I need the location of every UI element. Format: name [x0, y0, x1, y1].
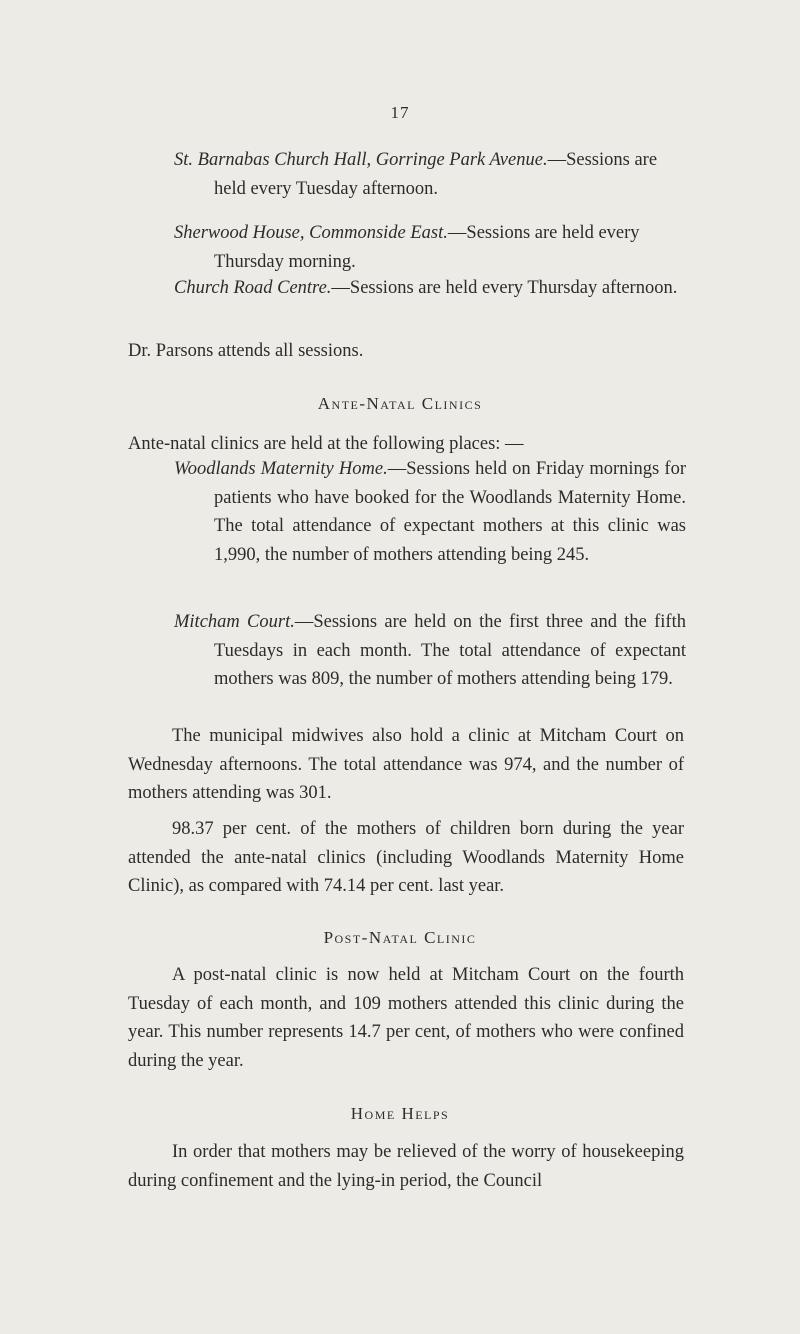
clinic-place: St. Barnabas Church Hall, Gorringe Park Avenue. [174, 150, 548, 170]
ante-natal-place: Woodlands Maternity Home. [174, 459, 388, 479]
clinic-place: Sherwood House, Commonside East. [174, 223, 448, 243]
clinic-text: —Sessions are held every Thursday afternoon. [331, 278, 678, 298]
clinic-place: Church Road Centre. [174, 278, 332, 298]
attendance-note: Dr. Parsons attends all sessions. [128, 341, 364, 361]
clinic-text: —Sessions are held every Thursday morning. [214, 223, 640, 272]
page-number: 17 [390, 103, 410, 122]
ante-natal-place: Mitcham Court. [174, 612, 295, 632]
section-heading-post-natal: Post-Natal Clinic [323, 928, 477, 947]
ante-natal-text: —Sessions are held on the first three and the fifth Tuesdays in each month. The total attendance of expectant mothers was 809, the number of mothers attending being 179. [214, 612, 686, 689]
clinic-entry-church-road [174, 274, 686, 303]
home-helps-paragraph: In order that mothers may be relieved of the worry of housekeeping during confinement and the lying-in period, the Council [128, 1142, 684, 1191]
ante-natal-text: —Sessions held on Friday mornings for patients who have booked for the Woodlands Maternity Home. The total attendance of expectant mothers at this clinic was 1,990, the number of mothers attending being 245. [214, 459, 687, 565]
clinic-text: —Sessions are held every Tuesday afternoon. [214, 150, 658, 199]
ante-natal-entry-woodlands [174, 455, 686, 569]
clinic-entry-sherwood-house [174, 219, 686, 276]
midwives-paragraph: The municipal midwives also hold a clinic at Mitcham Court on Wednesday afternoons. The total attendance was 974, and the number of mothers attending was 301. [128, 726, 684, 803]
section-heading-home-helps: Home Helps [350, 1104, 450, 1123]
ante-natal-intro: Ante-natal clinics are held at the following places: — [128, 434, 524, 454]
clinic-entry-st-barnabas [174, 146, 686, 203]
percentage-paragraph: 98.37 per cent. of the mothers of children born during the year attended the ante-natal clinics (including Woodlands Maternity Home Clinic), as compared with 74.14 per cent. last year. [128, 819, 684, 896]
post-natal-paragraph: A post-natal clinic is now held at Mitcham Court on the fourth Tuesday of each month, and 109 mothers attended this clinic during the year. This number represents 14.7 per cent, of mothers who were confined during the year. [128, 965, 684, 1071]
section-heading-ante-natal: Ante-Natal Clinics [317, 394, 483, 413]
ante-natal-entry-mitcham-court [174, 608, 686, 694]
